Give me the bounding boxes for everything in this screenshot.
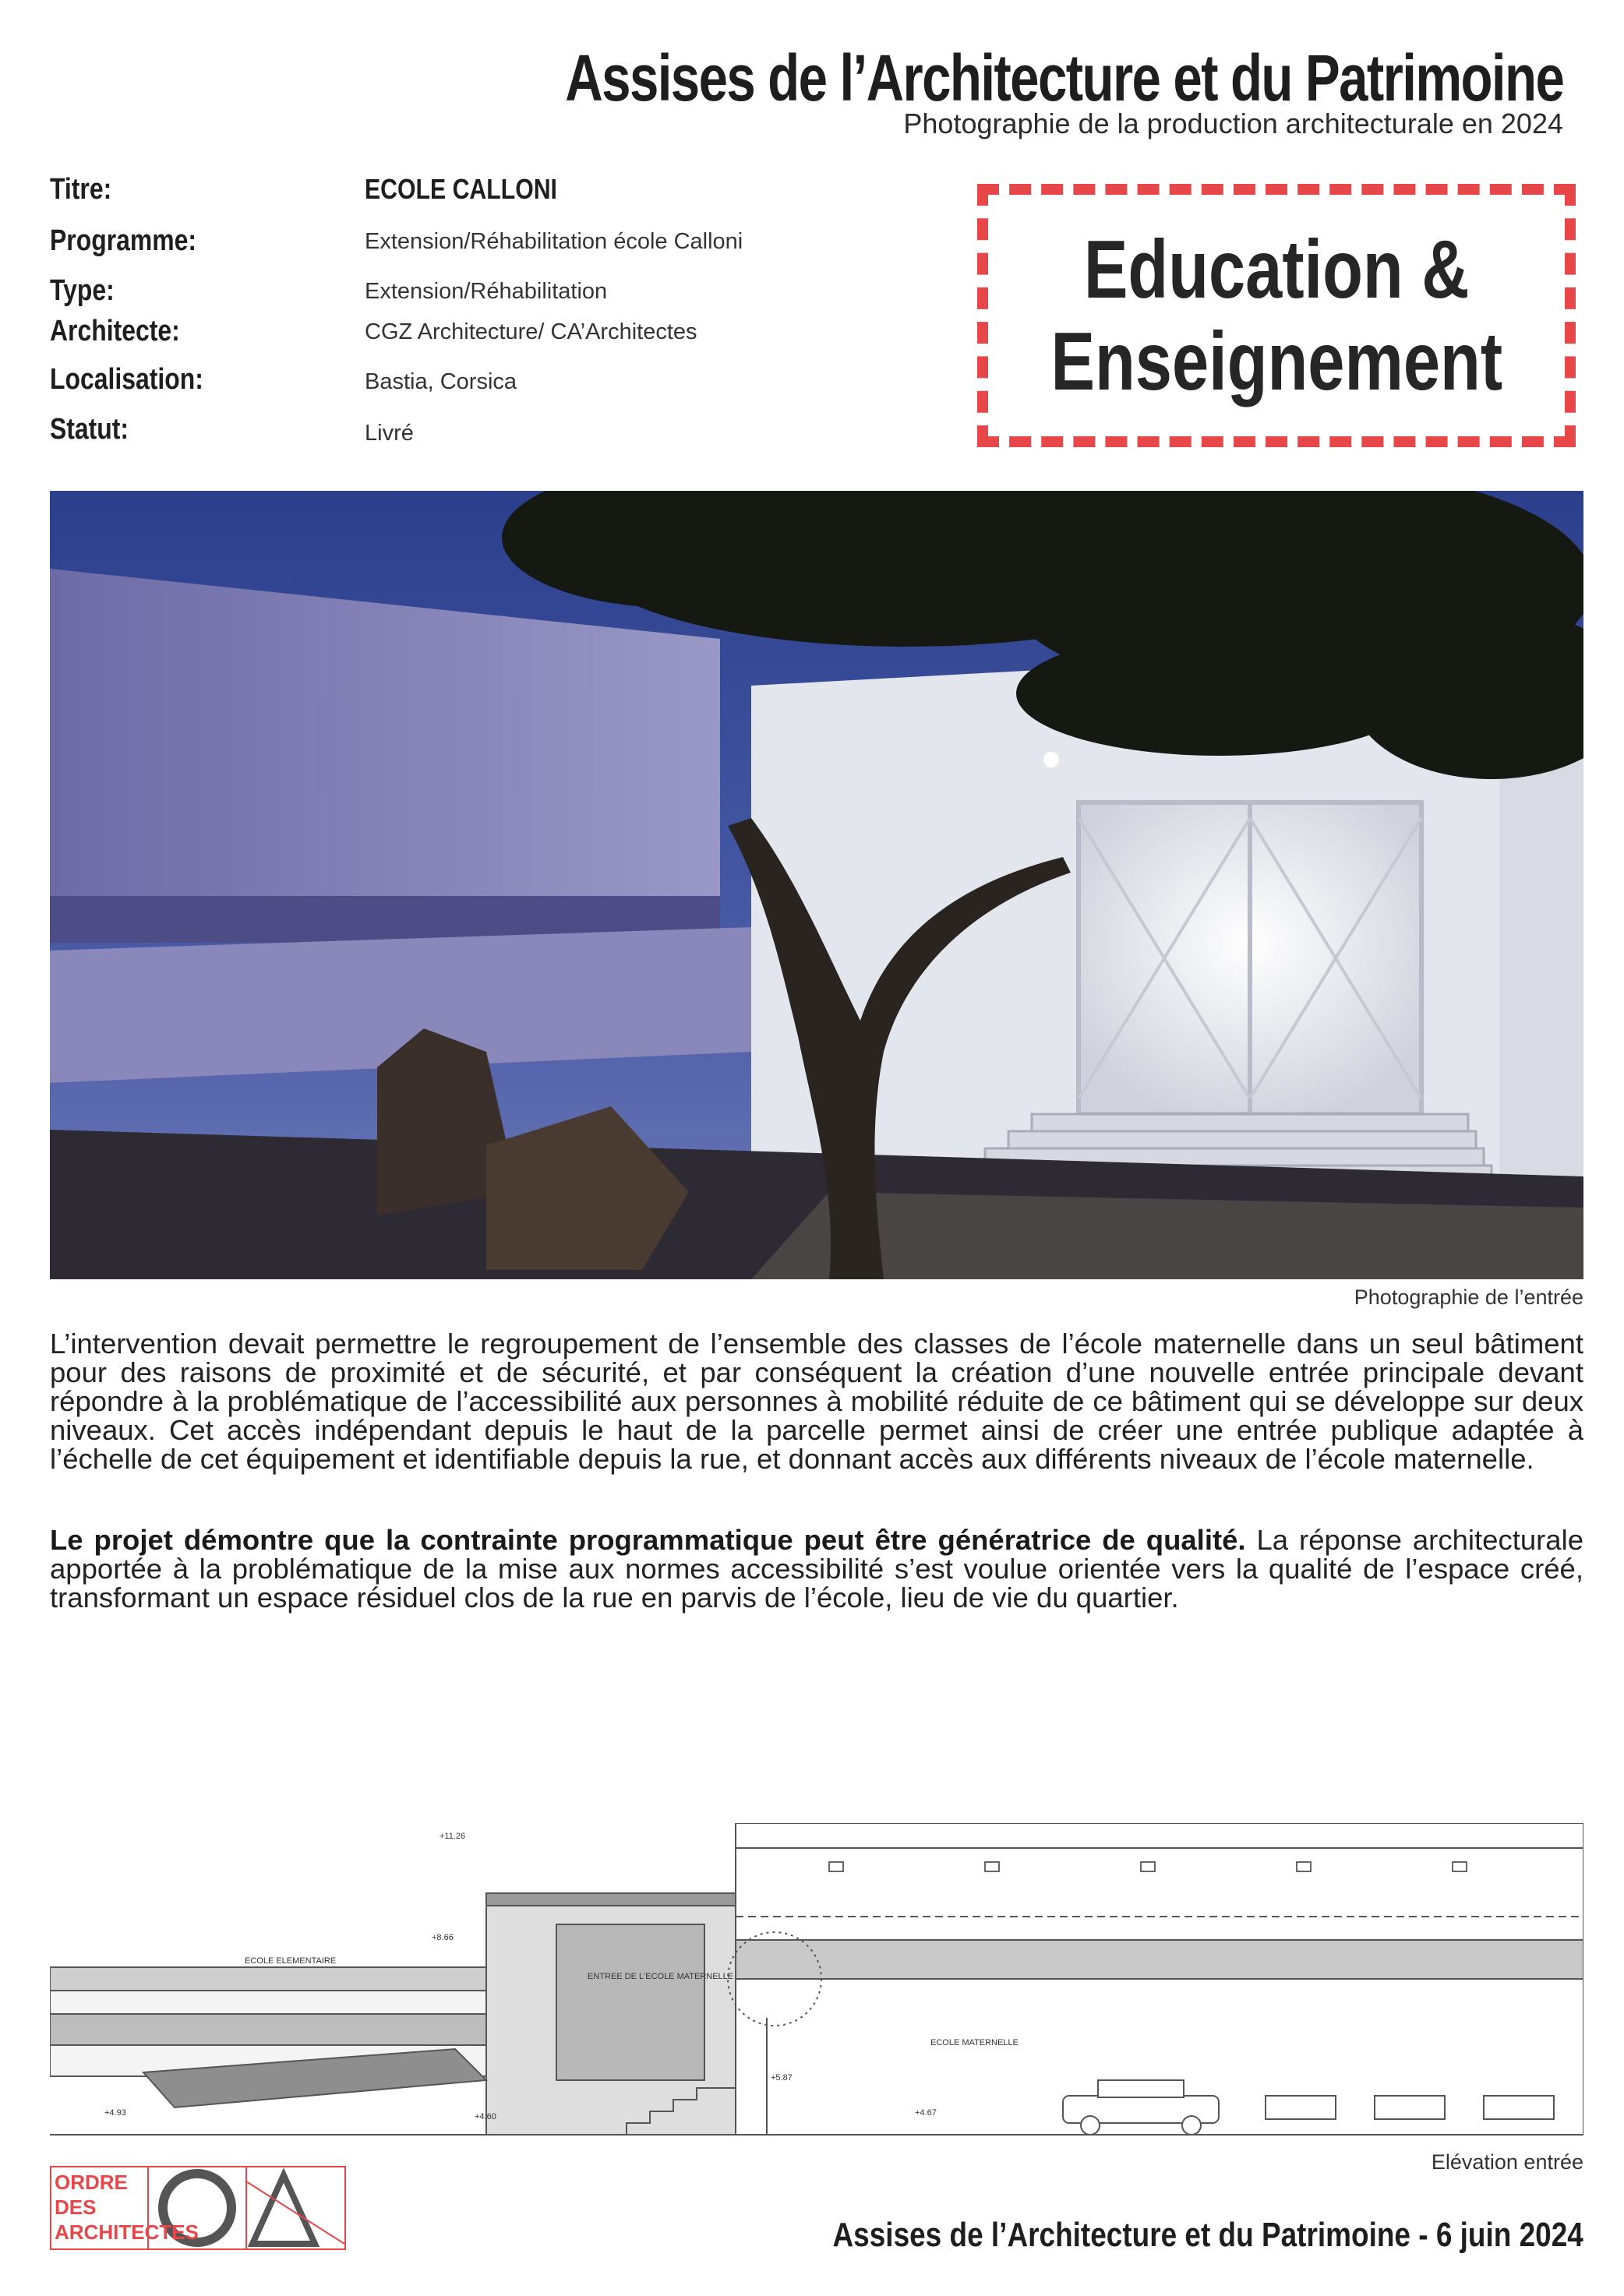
elevation-caption: Elévation entrée <box>1431 2150 1583 2174</box>
meta-label-statut: Statut: <box>50 413 129 446</box>
body-paragraph-1: L’intervention devait permettre le regroupement de l’ensemble des classes de l’école maternelle dans un seul bâtiment pour des raisons de proximité et de sécurité, et par conséquent la création d’une nouvelle entrée principale devant répondre à la problématique de l’accessibilité aux personnes à mobilité réduite de ce bâtiment qui se développe sur deux niveaux. Cet accès indépendant depuis le haut de la parcelle permet ainsi de créer une entrée publique adaptée à l’échelle de cet équipement et identifiable depuis la rue, et donnant accès aux différents niveaux de l’école maternelle. <box>50 1328 1583 1475</box>
category-box <box>977 184 1576 447</box>
elev-level-mid: +8.66 <box>432 1933 454 1942</box>
elev-level-a: +4.93 <box>104 2108 126 2118</box>
meta-value-programme: Extension/Réhabilitation école Calloni <box>365 229 743 254</box>
elev-label-maternelle: ECOLE MATERNELLE <box>930 2038 1019 2047</box>
meta-label-titre: Titre: <box>50 173 112 206</box>
logo-text-architectes: ARCHITECTES <box>55 2220 199 2244</box>
elev-level-c: +5.87 <box>771 2073 793 2083</box>
page-subtitle: Photographie de la production architecturale en 2024 <box>903 108 1563 139</box>
meta-value-statut: Livré <box>365 421 414 446</box>
elev-level-b: +4.60 <box>475 2112 496 2121</box>
body-paragraph-2-lead: Le projet démontre que la contrainte programmatique peut être génératrice de qualité. <box>50 1524 1246 1556</box>
elevation-drawing <box>50 1823 1583 2150</box>
body-paragraph-2-rest: La réponse architecturale apportée à la problématique de la mise aux normes accessibilité s’est voulue orientée vers la qualité de l’espace créé, transformant un espace résiduel clos de la rue en parvis de l’école, lieu de vie du quartier. <box>50 1524 1583 1614</box>
meta-label-programme: Programme: <box>50 224 197 257</box>
elev-level-top: +11.26 <box>440 1832 466 1841</box>
photo-caption: Photographie de l’entrée <box>1354 1286 1583 1309</box>
meta-label-type: Type: <box>50 274 115 307</box>
ordre-des-architectes-logo <box>50 2166 346 2250</box>
meta-value-architecte: CGZ Architecture/ CA’Architectes <box>365 319 697 344</box>
logo-text-des: DES <box>55 2195 97 2219</box>
entrance-photo <box>50 491 1583 1279</box>
elev-label-elementaire: ECOLE ELEMENTAIRE <box>245 1956 337 1966</box>
meta-value-titre: ECOLE CALLONI <box>365 173 557 205</box>
category-line-1: Education & <box>1083 224 1470 316</box>
meta-value-type: Extension/Réhabilitation <box>365 279 608 304</box>
category-line-2: Enseignement <box>1050 316 1502 407</box>
elev-label-entree: ENTREE DE L'ECOLE MATERNELLE <box>588 1972 734 1981</box>
elev-level-d: +4.67 <box>915 2108 937 2118</box>
body-paragraph-2 <box>50 1525 1583 1612</box>
logo-text-ordre: ORDRE <box>55 2171 128 2194</box>
meta-value-localisation: Bastia, Corsica <box>365 369 517 394</box>
footer-title: Assises de l’Architecture et du Patrimoine - 6 juin 2024 <box>832 2216 1583 2254</box>
page-title: Assises de l’Architecture et du Patrimoine <box>565 41 1563 115</box>
meta-label-architecte: Architecte: <box>50 315 180 347</box>
meta-label-localisation: Localisation: <box>50 363 203 396</box>
